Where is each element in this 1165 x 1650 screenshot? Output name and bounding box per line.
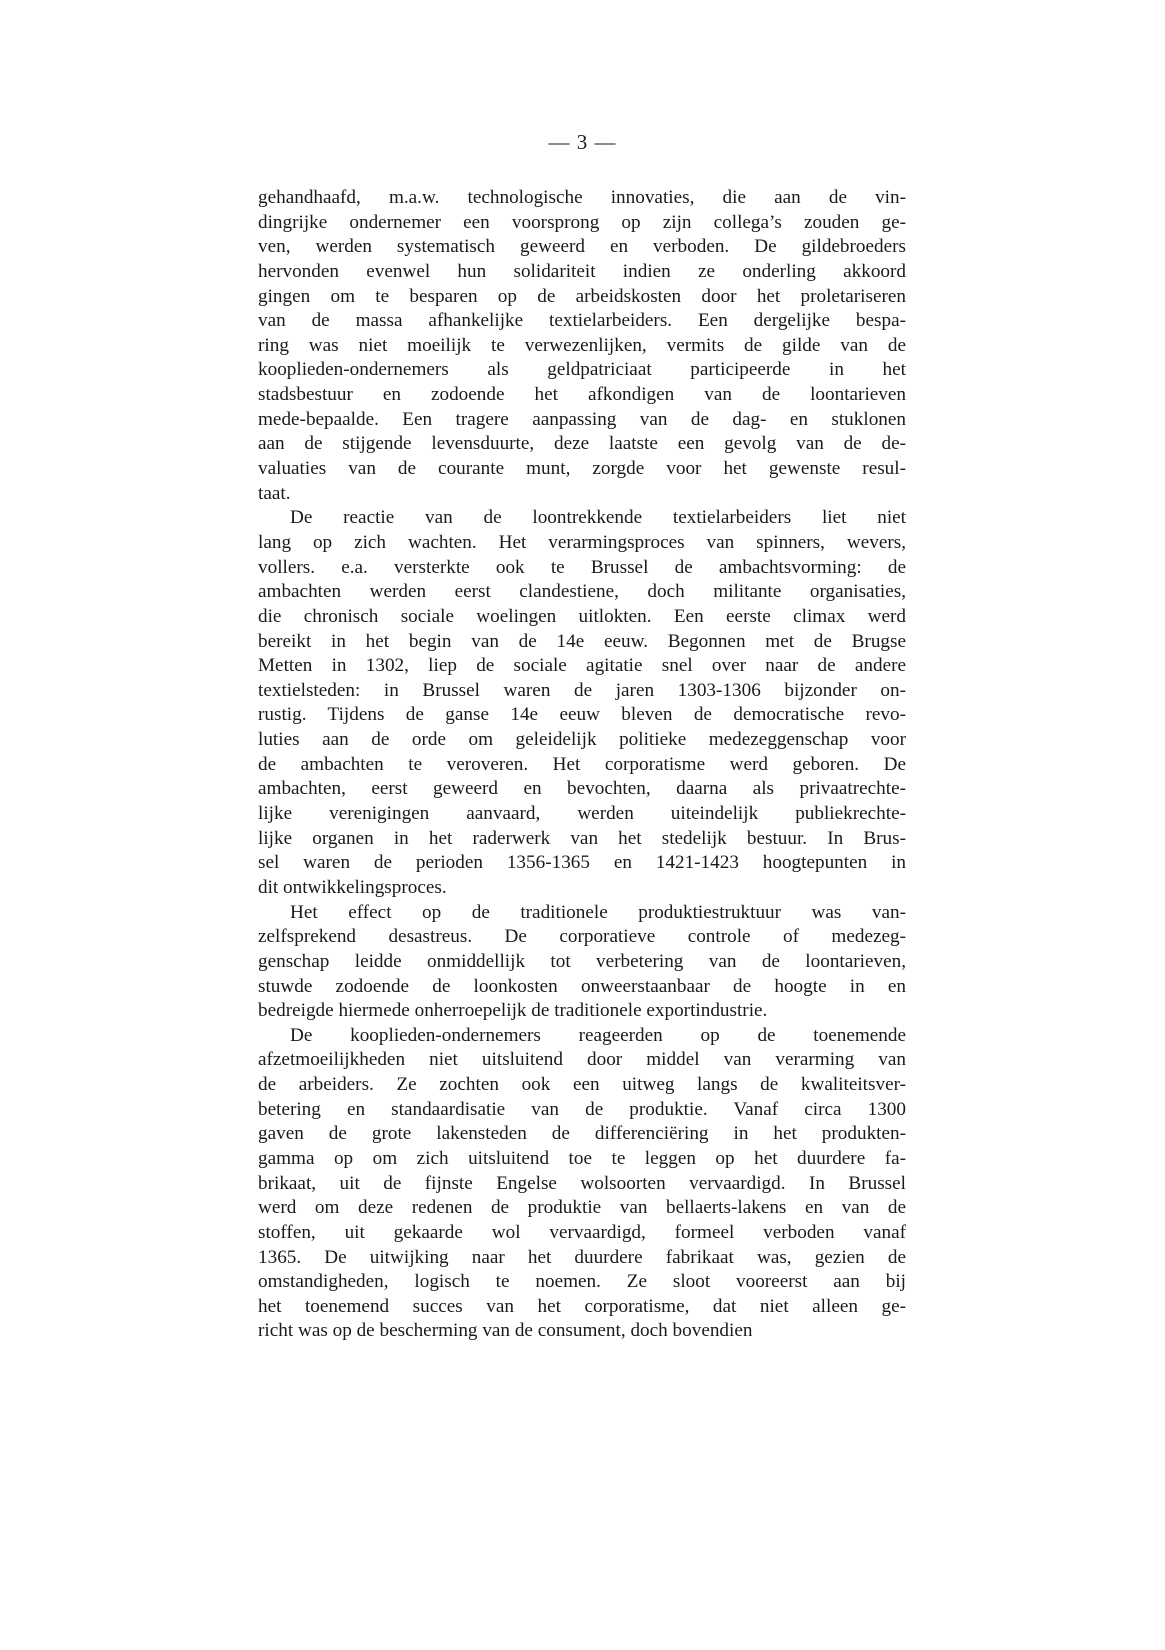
text-line: kooplieden-ondernemers als geldpatriciaat participeerde in het (258, 359, 906, 381)
text-line: richt was op de bescherming van de consument, doch bovendien (258, 1320, 753, 1342)
text-line: vollers. e.a. versterkte ook te Brussel de ambachtsvorming: de (258, 556, 906, 578)
text-line: gamma op om zich uitsluitend toe te leggen op het duurdere fa- (258, 1147, 906, 1169)
text-line: valuaties van de courante munt, zorgde voor het gewenste resul- (258, 458, 906, 480)
text-line: dingrijke ondernemer een voorsprong op zijn collega’s zouden ge- (258, 211, 906, 233)
page-number: — 3 — (548, 130, 617, 154)
paragraph (258, 506, 906, 900)
text-line: ambachten werden eerst clandestiene, doch militante organisaties, (258, 581, 906, 603)
text-line: hervonden evenwel hun solidariteit indien ze onderling akkoord (258, 260, 906, 282)
text-line: betering en standaardisatie van de produktie. Vanaf circa 1300 (258, 1098, 906, 1120)
text-line: rustig. Tijdens de ganse 14e eeuw bleven de democratische revo- (258, 704, 906, 726)
text-line: omstandigheden, logisch te noemen. Ze sloot vooreerst aan bij (258, 1271, 906, 1293)
text-line: taat. (258, 482, 291, 504)
text-line: werd om deze redenen de produktie van bellaerts-lakens en van de (258, 1197, 906, 1219)
text-line: genschap leidde onmiddellijk tot verbetering van de loontarieven, (258, 950, 906, 972)
text-line: aan de stijgende levensduurte, deze laatste een gevolg van de de- (258, 433, 906, 455)
text-line: gaven de grote lakensteden de differenciëring in het produkten- (258, 1123, 906, 1145)
text-line: van de massa afhankelijke textielarbeiders. Een dergelijke bespa- (258, 310, 906, 332)
text-line: sel waren de perioden 1356-1365 en 1421-1423 hoogtepunten in (258, 852, 906, 874)
text-line: die chronisch sociale woelingen uitlokten. Een eerste climax werd (258, 605, 906, 627)
text-line: de arbeiders. Ze zochten ook een uitweg langs de kwaliteitsver- (258, 1074, 906, 1096)
paragraph (258, 901, 906, 1024)
text-line: ven, werden systematisch geweerd en verboden. De gildebroeders (258, 236, 906, 258)
text-line: Metten in 1302, liep de sociale agitatie snel over naar de andere (258, 655, 906, 677)
text-line: lijke organen in het raderwerk van het stedelijk bestuur. In Brus- (258, 827, 906, 849)
text-line: het toenemend succes van het corporatisme, dat niet alleen ge- (258, 1295, 906, 1317)
text-line: ring was niet moeilijk te verwezenlijken, vermits de gilde van de (258, 334, 906, 356)
text-line: gingen om te besparen op de arbeidskosten door het proletariseren (258, 285, 906, 307)
text-line: De kooplieden-ondernemers reageerden op de toenemende (290, 1024, 906, 1046)
text-line: afzetmoeilijkheden niet uitsluitend door middel van verarming van (258, 1049, 906, 1071)
text-line: stoffen, uit gekaarde wol vervaardigd, formeel verboden vanaf (258, 1221, 906, 1243)
text-line: bedreigde hiermede onherroepelijk de traditionele exportindustrie. (258, 1000, 768, 1022)
text-line: dit ontwikkelingsproces. (258, 876, 447, 898)
text-line: de ambachten te veroveren. Het corporatisme werd geboren. De (258, 753, 906, 775)
text-line: stuwde zodoende de loonkosten onweerstaanbaar de hoogte in en (258, 975, 906, 997)
text-line: Het effect op de traditionele produktiestruktuur was van- (290, 901, 906, 923)
text-line: gehandhaafd, m.a.w. technologische innovaties, die aan de vin- (258, 187, 906, 208)
body-text (258, 186, 906, 1344)
text-line: zelfsprekend desastreus. De corporatieve controle of medezeg- (258, 926, 906, 948)
text-line: lang op zich wachten. Het verarmingsproces van spinners, wevers, (258, 531, 906, 553)
paragraph (258, 186, 906, 506)
text-line: lijke verenigingen aanvaard, werden uiteindelijk publiekrechte- (258, 803, 906, 825)
text-line: ambachten, eerst geweerd en bevochten, daarna als privaatrechte- (258, 778, 906, 800)
text-line: brikaat, uit de fijnste Engelse wolsoorten vervaardigd. In Brussel (258, 1172, 906, 1194)
text-line: bereikt in het begin van de 14e eeuw. Begonnen met de Brugse (258, 630, 906, 652)
text-line: textielsteden: in Brussel waren de jaren 1303-1306 bijzonder on- (258, 679, 906, 701)
text-line: luties aan de orde om geleidelijk politieke medezeggenschap voor (258, 729, 906, 751)
text-line: mede-bepaalde. Een tragere aanpassing van de dag- en stuklonen (258, 408, 906, 430)
paragraph (258, 1024, 906, 1344)
text-line: 1365. De uitwijking naar het duurdere fabrikaat was, gezien de (258, 1246, 906, 1268)
text-line: stadsbestuur en zodoende het afkondigen van de loontarieven (258, 384, 906, 406)
text-line: De reactie van de loontrekkende textielarbeiders liet niet (290, 507, 906, 529)
